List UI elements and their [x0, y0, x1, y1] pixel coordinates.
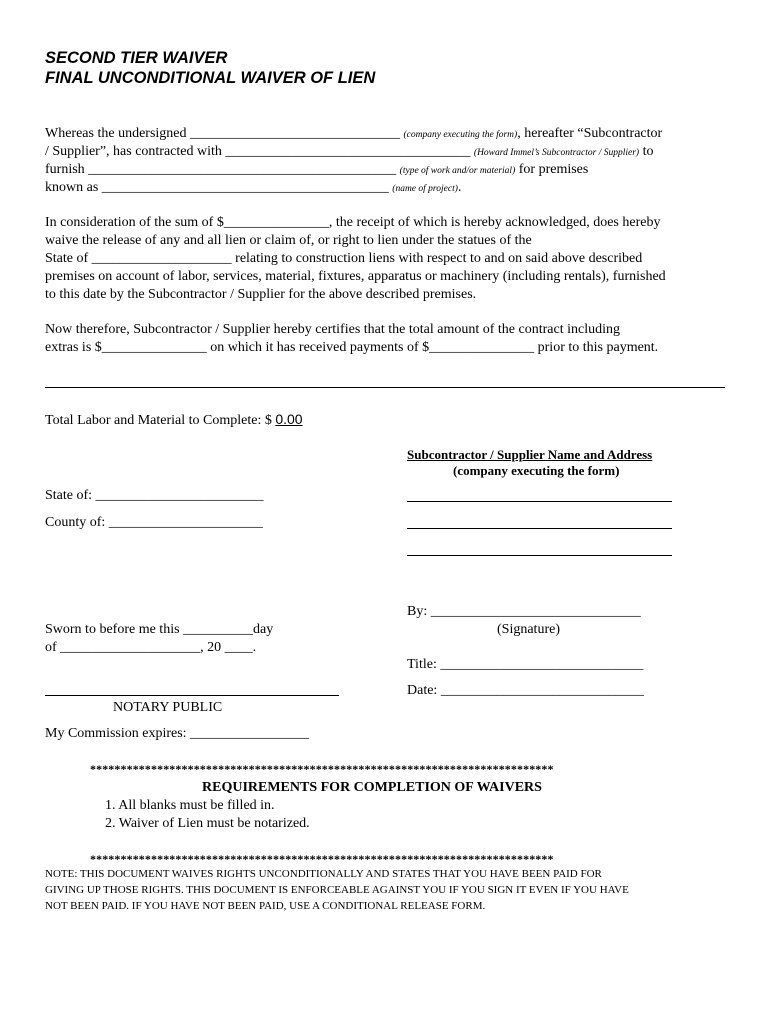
- hint-work: (type of work and/or material): [399, 166, 516, 176]
- supplier-heading: Subcontractor / Supplier Name and Address: [407, 447, 653, 462]
- whereas-line-3: furnish ____________________________________________ (type of work and/or material) for premises: [45, 162, 589, 177]
- supplier-address-line-2[interactable]: [407, 555, 672, 556]
- notary-signature-line[interactable]: [45, 695, 339, 696]
- requirements-heading: REQUIREMENTS FOR COMPLETION OF WAIVERS: [202, 780, 542, 795]
- commission-expires-field[interactable]: My Commission expires: _________________: [45, 726, 310, 741]
- note-line-3: NOT BEEN PAID. IF YOU HAVE NOT BEEN PAID, USE A CONDITIONAL RELEASE FORM.: [45, 900, 486, 912]
- consideration-line-3: State of ____________________ relating to construction liens with respect to and on said above described: [45, 251, 643, 266]
- date-field[interactable]: Date: _____________________________: [407, 683, 644, 698]
- stars-divider-top: ****************************************************************************: [90, 762, 554, 776]
- therefore-line-2: extras is $_______________ on which it has received payments of $_______________ prior to this payment.: [45, 340, 659, 355]
- note-line-1: NOTE: THIS DOCUMENT WAIVES RIGHTS UNCONDITIONALLY AND STATES THAT YOU HAVE BEEN PAID FOR: [45, 868, 602, 880]
- title-line-2: FINAL UNCONDITIONAL WAIVER OF LIEN: [45, 69, 376, 87]
- consideration-line-4: premises on account of labor, services, material, fixtures, apparatus or machinery (including rentals), furnished: [45, 269, 666, 284]
- stars-divider-bottom: ****************************************************************************: [90, 852, 554, 866]
- sworn-line-2[interactable]: of ____________________, 20 ____.: [45, 640, 257, 655]
- supplier-address-line-1[interactable]: [407, 528, 672, 529]
- consideration-line-2: waive the release of any and all lien or claim of, or right to lien under the statues of the: [45, 233, 532, 248]
- total-labor-material: Total Labor and Material to Complete: $ 0.00: [45, 411, 303, 428]
- consideration-line-5: to this date by the Subcontractor / Supplier for the above described premises.: [45, 287, 477, 302]
- whereas-line-4: known as _________________________________________ (name of project).: [45, 180, 462, 195]
- sworn-line-1[interactable]: Sworn to before me this __________day: [45, 622, 274, 637]
- hint-company: (company executing the form): [403, 130, 518, 140]
- whereas-line-1: Whereas the undersigned ______________________________ (company executing the form), hereafter “Subcontractor: [45, 126, 663, 141]
- therefore-line-1: Now therefore, Subcontractor / Supplier hereby certifies that the total amount of the contract including: [45, 322, 620, 337]
- notary-public-label: NOTARY PUBLIC: [113, 700, 223, 715]
- whereas-line-2: / Supplier”, has contracted with ___________________________________ (Howard Immel’s Subcontractor / Supplier) to: [45, 144, 654, 159]
- county-field[interactable]: County of: ______________________: [45, 515, 263, 530]
- by-signature-field[interactable]: By: ______________________________: [407, 604, 641, 619]
- hint-project: (name of project): [392, 184, 458, 194]
- separator-line: [45, 387, 725, 388]
- title-field[interactable]: Title: _____________________________: [407, 657, 644, 672]
- hint-subcontractor: (Howard Immel’s Subcontractor / Supplier): [473, 148, 640, 158]
- total-amount-field[interactable]: 0.00: [275, 411, 303, 427]
- requirement-item-2: 2. Waiver of Lien must be notarized.: [105, 816, 310, 831]
- signature-caption: (Signature): [497, 622, 560, 637]
- state-field[interactable]: State of: ________________________: [45, 488, 264, 503]
- note-line-2: GIVING UP THOSE RIGHTS. THIS DOCUMENT IS ENFORCEABLE AGAINST YOU IF YOU SIGN IT EVEN IF YOU HAVE: [45, 884, 629, 896]
- supplier-name-line[interactable]: [407, 501, 672, 502]
- supplier-subheading: (company executing the form): [453, 463, 620, 478]
- consideration-line-1: In consideration of the sum of $_______________, the receipt of which is hereby acknowledged, does hereby: [45, 215, 661, 230]
- requirement-item-1: 1. All blanks must be filled in.: [105, 798, 275, 813]
- title-line-1: SECOND TIER WAIVER: [45, 49, 228, 67]
